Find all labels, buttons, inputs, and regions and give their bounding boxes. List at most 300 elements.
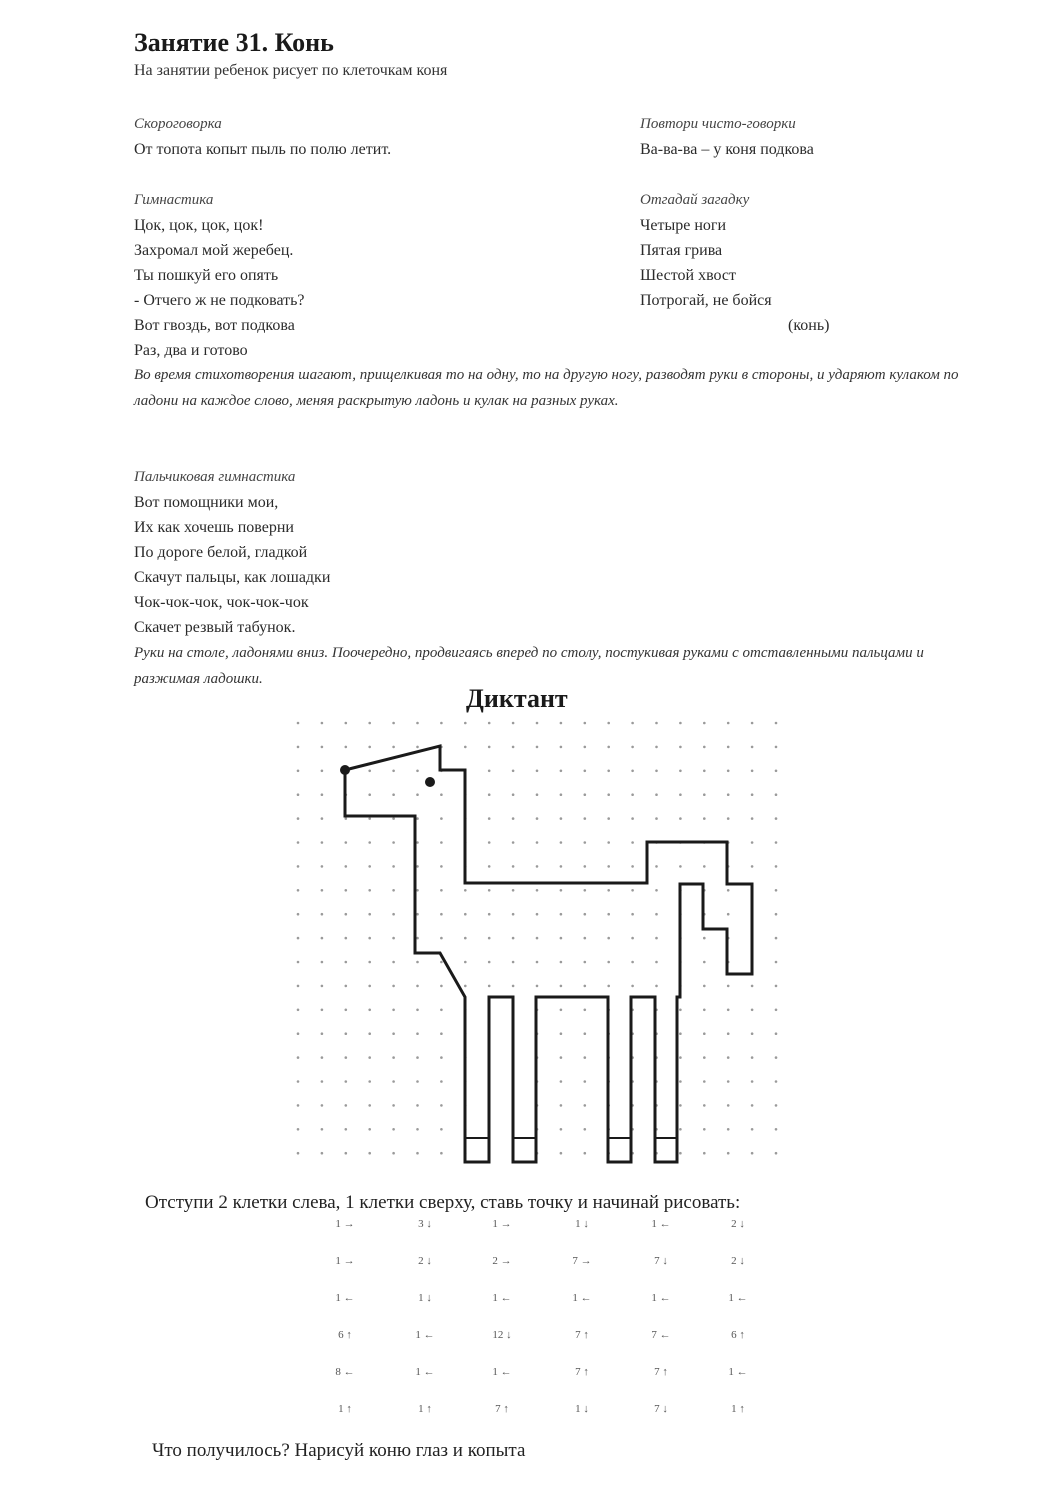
grid-dot — [631, 793, 634, 796]
grid-dot — [392, 913, 395, 916]
grid-dot — [416, 889, 419, 892]
grid-dot — [727, 722, 730, 725]
dictation-command: 7 ↑ — [575, 1366, 589, 1378]
grid-dot — [655, 770, 658, 773]
finger-line: Вот помощники мои, — [134, 494, 279, 511]
grid-dot — [560, 817, 563, 820]
grid-dot — [679, 1009, 682, 1012]
finger-gymnastics-instruction: Руки на столе, ладонями вниз. Поочередно, продвигаясь вперед по столу, постукивая руками с отставленными пальцами и разжимая ладошки. — [134, 645, 924, 687]
grid-dot — [392, 1104, 395, 1107]
grid-dot — [607, 793, 610, 796]
grid-dot — [416, 1080, 419, 1083]
grid-dot — [727, 1009, 730, 1012]
grid-dot — [727, 793, 730, 796]
grid-dot — [584, 1056, 587, 1059]
grid-dot — [631, 937, 634, 940]
dot-grid-drawing — [280, 705, 800, 1175]
grid-dot — [727, 1056, 730, 1059]
grid-dot — [345, 1128, 348, 1131]
grid-dot — [488, 746, 491, 749]
grid-dot — [536, 770, 539, 773]
grid-dot — [297, 1152, 300, 1155]
grid-dot — [345, 889, 348, 892]
gymnastics-line: Ты пошкуй его опять — [134, 267, 279, 284]
dictation-command: 7 ↓ — [654, 1403, 668, 1415]
grid-dot — [297, 889, 300, 892]
grid-dot — [440, 1032, 443, 1035]
finger-line: Чок-чок-чок, чок-чок-чок — [134, 594, 309, 611]
grid-dot — [703, 793, 706, 796]
grid-dot — [440, 865, 443, 868]
grid-dot — [416, 913, 419, 916]
grid-dot — [751, 793, 754, 796]
grid-dot — [321, 817, 324, 820]
grid-dot — [655, 793, 658, 796]
grid-dot — [751, 1080, 754, 1083]
grid-dot — [775, 770, 778, 773]
grid-dot — [368, 865, 371, 868]
grid-dot — [631, 961, 634, 964]
grid-dot — [321, 937, 324, 940]
grid-dot — [512, 746, 515, 749]
grid-dot — [440, 889, 443, 892]
grid-dot — [536, 913, 539, 916]
grid-dot — [392, 985, 395, 988]
grid-dot — [727, 1128, 730, 1131]
grid-dot — [560, 937, 563, 940]
grid-dot — [775, 913, 778, 916]
grid-dot — [297, 841, 300, 844]
grid-dot — [560, 841, 563, 844]
dictation-command: 1 ← — [572, 1292, 592, 1304]
gymnastics-instruction: Во время стихотворения шагают, прищелкивая то на одну, то на другую ногу, разводят руки в стороны, и ударяют кулаком по ладони на каждое слово, меняя раскрытую ладонь и кулак на разных руках. — [134, 367, 959, 409]
dictation-command: 1 ↓ — [418, 1292, 432, 1304]
grid-dot — [607, 937, 610, 940]
grid-dot — [679, 722, 682, 725]
grid-dot — [751, 746, 754, 749]
grid-dot — [488, 913, 491, 916]
dictation-command: 1 ↑ — [731, 1403, 745, 1415]
grid-dot — [297, 1009, 300, 1012]
grid-dot — [440, 1056, 443, 1059]
gymnastics-line: - Отчего ж не подковать? — [134, 292, 305, 309]
grid-dot — [536, 722, 539, 725]
grid-dot — [775, 1152, 778, 1155]
grid-dot — [345, 1032, 348, 1035]
grid-dot — [392, 1009, 395, 1012]
grid-dot — [631, 913, 634, 916]
grid-dot — [416, 1032, 419, 1035]
grid-dot — [679, 1032, 682, 1035]
grid-dot — [392, 865, 395, 868]
grid-dot — [488, 817, 491, 820]
grid-dot — [440, 793, 443, 796]
riddle-line: Четыре ноги — [640, 217, 727, 234]
grid-dot — [751, 770, 754, 773]
grid-dot — [368, 1152, 371, 1155]
grid-dot — [392, 961, 395, 964]
grid-dot — [488, 770, 491, 773]
grid-dot — [560, 1128, 563, 1131]
grid-dot — [751, 985, 754, 988]
grid-dot — [560, 1009, 563, 1012]
gymnastics-heading: Гимнастика — [134, 192, 214, 208]
grid-dot — [679, 817, 682, 820]
grid-dot — [584, 889, 587, 892]
grid-dot — [297, 770, 300, 773]
grid-dot — [679, 746, 682, 749]
grid-dot — [775, 1032, 778, 1035]
grid-dot — [416, 985, 419, 988]
dictation-command: 1 ← — [335, 1292, 355, 1304]
dictation-command: 1 ↑ — [338, 1403, 352, 1415]
grid-dot — [560, 770, 563, 773]
grid-dot — [607, 841, 610, 844]
grid-dot — [703, 1128, 706, 1131]
left-column — [134, 112, 391, 162]
grid-dot — [440, 1128, 443, 1131]
finger-line: Скачет резвый табунок. — [134, 619, 296, 636]
grid-dot — [345, 961, 348, 964]
grid-dot — [512, 865, 515, 868]
grid-dot — [416, 1056, 419, 1059]
grid-dot — [440, 1104, 443, 1107]
dictation-command: 2 ↓ — [731, 1218, 745, 1230]
grid-dot — [560, 1032, 563, 1035]
grid-dot — [297, 746, 300, 749]
grid-dot — [416, 1009, 419, 1012]
grid-dot — [392, 746, 395, 749]
grid-dot — [392, 889, 395, 892]
grid-dot — [321, 1009, 324, 1012]
grid-dot — [703, 1032, 706, 1035]
dictation-command: 12 ↓ — [492, 1329, 512, 1341]
grid-dot — [655, 817, 658, 820]
grid-dot — [679, 865, 682, 868]
grid-dot — [440, 913, 443, 916]
dictation-command: 7 → — [572, 1255, 592, 1267]
grid-dot — [703, 937, 706, 940]
grid-dot — [416, 1104, 419, 1107]
grid-dot — [775, 841, 778, 844]
grid-dot — [751, 1009, 754, 1012]
grid-dot — [584, 770, 587, 773]
grid-dot — [560, 961, 563, 964]
grid-dot — [751, 817, 754, 820]
grid-dot — [392, 1128, 395, 1131]
grid-dot — [536, 985, 539, 988]
grid-dot — [512, 937, 515, 940]
grid-dot — [679, 1056, 682, 1059]
gymnastics-line: Вот гвоздь, вот подкова — [134, 317, 295, 334]
grid-dot — [440, 1009, 443, 1012]
grid-dot — [751, 1128, 754, 1131]
grid-dot — [297, 1104, 300, 1107]
grid-dot — [560, 889, 563, 892]
finger-gymnastics-block — [134, 465, 330, 640]
grid-dot — [775, 961, 778, 964]
grid-dot — [607, 865, 610, 868]
grid-dot — [560, 985, 563, 988]
grid-dot — [321, 1032, 324, 1035]
grid-dot — [416, 961, 419, 964]
dictation-command: 2 ↓ — [418, 1255, 432, 1267]
grid-dot — [297, 913, 300, 916]
dictation-command: 1 → — [492, 1218, 512, 1230]
grid-dot — [416, 793, 419, 796]
grid-dot — [440, 985, 443, 988]
dictation-command: 1 → — [335, 1218, 355, 1230]
grid-dot — [464, 889, 467, 892]
grid-dot — [345, 746, 348, 749]
tongue-twister-heading: Скороговорка — [134, 116, 222, 132]
grid-dot — [560, 1152, 563, 1155]
dictation-command: 7 ↑ — [575, 1329, 589, 1341]
grid-dot — [536, 961, 539, 964]
grid-dot — [512, 793, 515, 796]
grid-dot — [584, 793, 587, 796]
grid-dot — [345, 722, 348, 725]
grid-dot — [727, 1080, 730, 1083]
grid-dot — [560, 865, 563, 868]
finger-line: Скачут пальцы, как лошадки — [134, 569, 331, 586]
grid-dot — [751, 1152, 754, 1155]
horse-eye — [425, 777, 435, 787]
grid-dot — [297, 961, 300, 964]
gymnastics-line: Захромал мой жеребец. — [134, 242, 294, 259]
grid-dot — [345, 1009, 348, 1012]
grid-dot — [727, 985, 730, 988]
grid-dot — [416, 865, 419, 868]
grid-dot — [679, 1104, 682, 1107]
grid-dot — [440, 937, 443, 940]
grid-dot — [703, 961, 706, 964]
grid-dot — [631, 985, 634, 988]
grid-dot — [321, 961, 324, 964]
grid-dot — [560, 1056, 563, 1059]
grid-dot — [440, 841, 443, 844]
grid-dot — [536, 865, 539, 868]
grid-dot — [536, 793, 539, 796]
dictation-command: 8 ← — [335, 1366, 355, 1378]
dictation-command: 1 ← — [492, 1366, 512, 1378]
grid-dot — [607, 746, 610, 749]
grid-dot — [584, 1009, 587, 1012]
grid-dot — [321, 985, 324, 988]
grid-dot — [751, 865, 754, 868]
grid-dot — [631, 889, 634, 892]
grid-dot — [440, 961, 443, 964]
grid-dot — [751, 1104, 754, 1107]
grid-dot — [368, 1032, 371, 1035]
dictation-command: 1 ← — [728, 1292, 748, 1304]
grid-dot — [512, 985, 515, 988]
grid-dot — [584, 865, 587, 868]
grid-dot — [560, 722, 563, 725]
dictation-command: 2 ↓ — [731, 1255, 745, 1267]
grid-dot — [345, 985, 348, 988]
repeat-heading: Повтори чисто-говорки — [640, 116, 796, 132]
dictation-command: 7 ← — [651, 1329, 671, 1341]
grid-dot — [488, 937, 491, 940]
grid-dot — [297, 1032, 300, 1035]
grid-dot — [512, 961, 515, 964]
grid-dot — [488, 793, 491, 796]
grid-dot — [584, 1104, 587, 1107]
dictation-command: 1 ← — [492, 1292, 512, 1304]
riddle-line: Потрогай, не бойся — [640, 292, 772, 309]
grid-dot — [368, 961, 371, 964]
grid-dot — [416, 1128, 419, 1131]
grid-dot — [584, 722, 587, 725]
grid-dot — [440, 817, 443, 820]
grid-dot — [392, 841, 395, 844]
grid-dot — [727, 889, 730, 892]
grid-dot — [775, 889, 778, 892]
grid-dot — [775, 793, 778, 796]
grid-dot — [368, 1009, 371, 1012]
grid-dot — [775, 1056, 778, 1059]
grid-dot — [631, 865, 634, 868]
grid-dot — [584, 1152, 587, 1155]
grid-dot — [584, 746, 587, 749]
grid-dot — [321, 1152, 324, 1155]
grid-dot — [727, 913, 730, 916]
grid-dot — [560, 793, 563, 796]
grid-dot — [416, 817, 419, 820]
grid-dot — [584, 985, 587, 988]
grid-dot — [345, 817, 348, 820]
tongue-twister-text: От топота копыт пыль по полю летит. — [134, 141, 392, 158]
grid-dot — [297, 1056, 300, 1059]
grid-dot — [464, 937, 467, 940]
grid-dot — [607, 770, 610, 773]
grid-dot — [775, 985, 778, 988]
grid-dot — [655, 746, 658, 749]
grid-dot — [392, 1056, 395, 1059]
riddle-answer: (конь) — [788, 317, 830, 334]
grid-dot — [368, 985, 371, 988]
riddle-line: Пятая грива — [640, 242, 723, 259]
grid-dot — [631, 817, 634, 820]
grid-dot — [607, 985, 610, 988]
grid-dot — [703, 1009, 706, 1012]
grid-dot — [703, 1104, 706, 1107]
dictation-footer: Что получилось? Нарисуй коню глаз и копыта — [152, 1440, 526, 1461]
grid-dot — [368, 1056, 371, 1059]
grid-dot — [655, 985, 658, 988]
grid-dot — [321, 722, 324, 725]
grid-dot — [464, 913, 467, 916]
grid-dot — [297, 937, 300, 940]
grid-dot — [727, 770, 730, 773]
grid-dot — [775, 817, 778, 820]
repeat-block — [640, 112, 814, 162]
grid-dot — [297, 865, 300, 868]
grid-dot — [321, 865, 324, 868]
dictation-task: Отступи 2 клетки слева, 1 клетки сверху, ставь точку и начинай рисовать: — [145, 1192, 741, 1213]
grid-dot — [392, 1080, 395, 1083]
grid-dot — [368, 913, 371, 916]
grid-dot — [321, 1128, 324, 1131]
grid-dot — [321, 1104, 324, 1107]
grid-dot — [727, 1104, 730, 1107]
grid-dot — [703, 1080, 706, 1083]
dictation-command: 7 ↑ — [654, 1366, 668, 1378]
gymnastics-line: Цок, цок, цок, цок! — [134, 217, 264, 234]
riddle-block — [640, 188, 829, 338]
grid-dot — [727, 1032, 730, 1035]
riddle-heading: Отгадай загадку — [640, 192, 750, 208]
grid-dot — [655, 913, 658, 916]
dictation-command: 1 ↓ — [575, 1403, 589, 1415]
grid-dot — [368, 722, 371, 725]
dictation-command: 1 ↓ — [575, 1218, 589, 1230]
grid-dot — [368, 817, 371, 820]
grid-dot — [488, 841, 491, 844]
finger-line: По дороге белой, гладкой — [134, 544, 308, 561]
grid-dot — [536, 817, 539, 820]
grid-dot — [512, 722, 515, 725]
grid-dot — [464, 985, 467, 988]
grid-dot — [488, 985, 491, 988]
grid-dot — [751, 1032, 754, 1035]
dictation-command: 6 ↑ — [338, 1329, 352, 1341]
grid-dot — [345, 1152, 348, 1155]
dictation-command: 1 ← — [651, 1292, 671, 1304]
dictation-command: 1 → — [335, 1255, 355, 1267]
grid-dot — [392, 937, 395, 940]
grid-dot — [631, 722, 634, 725]
grid-dot — [512, 770, 515, 773]
grid-dot — [368, 1104, 371, 1107]
finger-gymnastics-heading: Пальчиковая гимнастика — [134, 469, 296, 485]
grid-dot — [297, 1080, 300, 1083]
grid-dot — [297, 722, 300, 725]
grid-dot — [297, 817, 300, 820]
grid-dot — [297, 985, 300, 988]
grid-dot — [751, 722, 754, 725]
grid-dot — [392, 770, 395, 773]
grid-dot — [775, 1009, 778, 1012]
grid-dot — [345, 913, 348, 916]
dictation-command: 1 ← — [415, 1366, 435, 1378]
grid-dot — [775, 937, 778, 940]
grid-dot — [368, 937, 371, 940]
grid-dot — [775, 1080, 778, 1083]
dictation-command: 1 ↑ — [418, 1403, 432, 1415]
grid-dot — [321, 793, 324, 796]
grid-dot — [536, 841, 539, 844]
grid-dot — [703, 770, 706, 773]
grid-dot — [392, 1032, 395, 1035]
grid-dot — [392, 722, 395, 725]
grid-dot — [727, 746, 730, 749]
grid-dot — [416, 841, 419, 844]
grid-dot — [703, 865, 706, 868]
grid-dot — [584, 1128, 587, 1131]
grid-dot — [392, 817, 395, 820]
grid-dot — [655, 961, 658, 964]
grid-dot — [297, 1128, 300, 1131]
grid-dot — [536, 937, 539, 940]
grid-dot — [488, 889, 491, 892]
grid-dot — [655, 937, 658, 940]
grid-dot — [392, 793, 395, 796]
grid-dot — [584, 1080, 587, 1083]
riddle-line: Шестой хвост — [640, 267, 737, 284]
grid-dot — [751, 1056, 754, 1059]
